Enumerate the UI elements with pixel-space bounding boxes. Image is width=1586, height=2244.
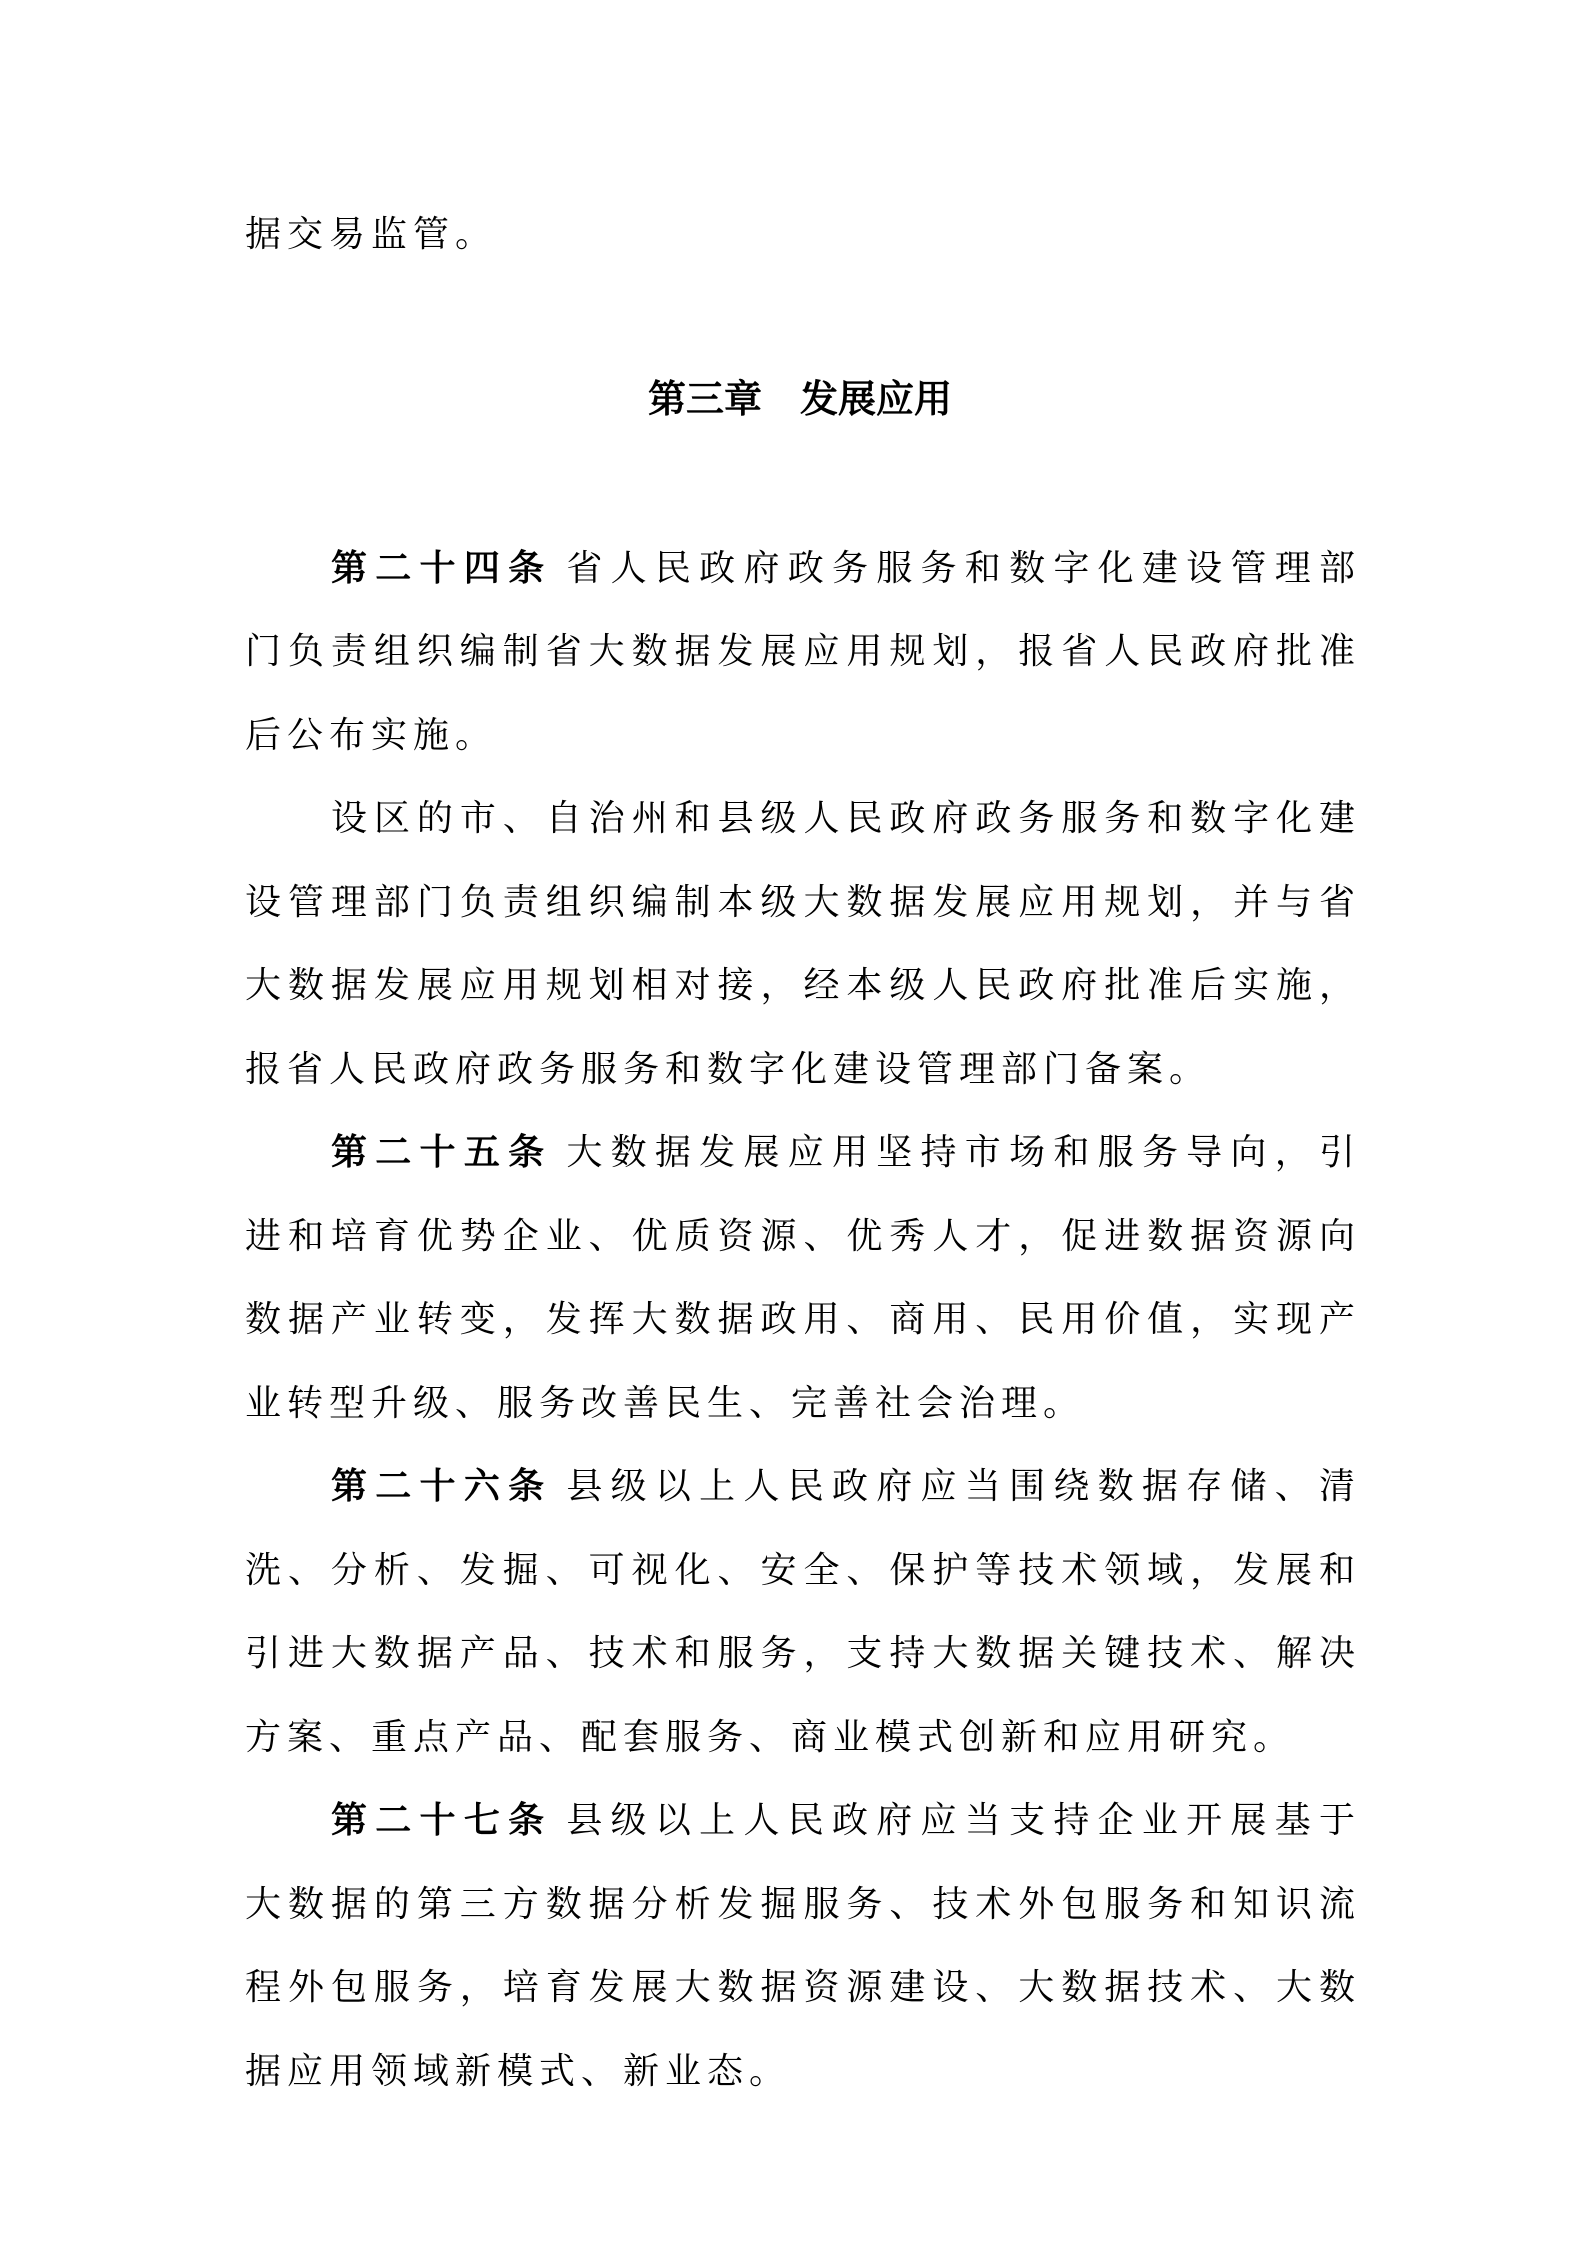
chapter-title: 发展应用 xyxy=(800,376,953,421)
article-line xyxy=(245,1123,1355,1207)
article-text: 县级以上人民政府应当围绕数据存储、清 xyxy=(566,1466,1355,1507)
article-line: 业转型升级、服务改善民生、完善社会治理。 xyxy=(245,1382,1086,1424)
article-line xyxy=(245,1791,1355,1875)
article-line: 门负责组织编制省大数据发展应用规划，报省人民政府批准 xyxy=(245,631,1355,672)
chapter-number: 第三章 xyxy=(647,376,762,421)
article-line: 设管理部门负责组织编制本级大数据发展应用规划，并与省 xyxy=(245,881,1355,923)
article-label: 第二十六条 xyxy=(331,1466,553,1507)
article-line: 程外包服务，培育发展大数据资源建设、大数据技术、大数 xyxy=(245,1967,1355,2008)
article-label: 第二十七条 xyxy=(331,1800,553,1841)
article-24 xyxy=(245,539,1355,1124)
document-page xyxy=(245,205,1355,2125)
article-line xyxy=(245,539,1355,623)
article-line: 后公布实施。 xyxy=(245,714,498,756)
article-line: 进和培育优势企业、优质资源、优秀人才，促进数据资源向 xyxy=(245,1215,1355,1257)
article-line: 据应用领域新模式、新业态。 xyxy=(245,2050,792,2092)
article-line: 引进大数据产品、技术和服务，支持大数据关键技术、解决 xyxy=(245,1633,1355,1674)
article-line: 大数据发展应用规划相对接，经本级人民政府批准后实施， xyxy=(245,965,1355,1006)
article-27 xyxy=(245,1791,1355,2125)
article-25 xyxy=(245,1123,1355,1457)
article-text: 县级以上人民政府应当支持企业开展基于 xyxy=(566,1800,1355,1841)
article-26 xyxy=(245,1457,1355,1791)
article-line: 设区的市、自治州和县级人民政府政务服务和数字化建 xyxy=(331,798,1355,839)
article-line: 报省人民政府政务服务和数字化建设管理部门备案。 xyxy=(245,1048,1212,1090)
article-line: 方案、重点产品、配套服务、商业模式创新和应用研究。 xyxy=(245,1716,1296,1758)
article-line: 洗、分析、发掘、可视化、安全、保护等技术领域，发展和 xyxy=(245,1549,1355,1591)
article-line: 大数据的第三方数据分析发掘服务、技术外包服务和知识流 xyxy=(245,1883,1355,1925)
article-label: 第二十五条 xyxy=(331,1132,553,1173)
article-text: 省人民政府政务服务和数字化建设管理部 xyxy=(566,547,1355,589)
previous-paragraph-tail: 据交易监管。 xyxy=(245,214,498,255)
article-line: 数据产业转变，发挥大数据政用、商用、民用价值，实现产 xyxy=(245,1299,1355,1340)
article-text: 大数据发展应用坚持市场和服务导向，引 xyxy=(566,1132,1355,1173)
article-label: 第二十四条 xyxy=(331,547,553,589)
chapter-heading xyxy=(245,369,1355,459)
article-line xyxy=(245,1457,1355,1541)
